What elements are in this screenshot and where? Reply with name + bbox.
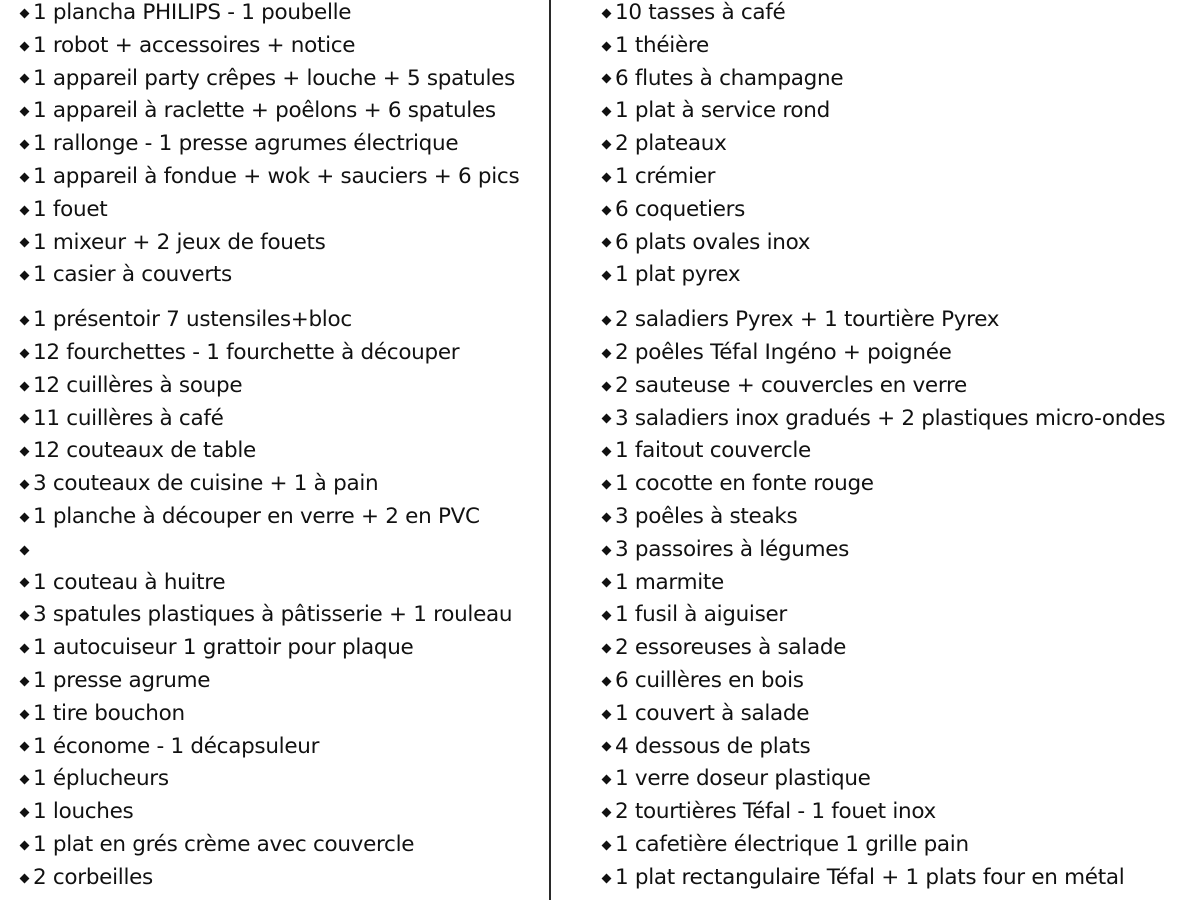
- list-item: [20, 698, 545, 731]
- list-item: [602, 763, 1200, 796]
- list-item: [602, 829, 1200, 862]
- item-label: 1 appareil party crêpes + louche + 5 spatules: [33, 65, 515, 91]
- list-item: [20, 161, 545, 194]
- item-label: 1 fusil à aiguiser: [615, 602, 787, 628]
- list-item: [602, 862, 1200, 895]
- diamond-bullet-icon: [20, 447, 30, 457]
- item-label: 3 spatules plastiques à pâtisserie + 1 rouleau: [33, 602, 513, 628]
- diamond-bullet-icon: [602, 775, 612, 785]
- list-item: [602, 731, 1200, 764]
- list-item: [602, 370, 1200, 403]
- item-label: 6 coquetiers: [615, 196, 746, 222]
- item-label: 2 poêles Téfal Ingéno + poignée: [615, 339, 952, 365]
- diamond-bullet-icon: [602, 205, 612, 215]
- list-item-empty: [20, 534, 545, 567]
- diamond-bullet-icon: [20, 238, 30, 248]
- list-item: [602, 796, 1200, 829]
- item-label: 3 couteaux de cuisine + 1 à pain: [33, 471, 379, 497]
- item-label: 1 faitout couvercle: [615, 438, 811, 464]
- diamond-bullet-icon: [20, 74, 30, 84]
- diamond-bullet-icon: [20, 271, 30, 281]
- item-label: 1 cafetière électrique 1 grille pain: [615, 831, 969, 857]
- item-label: 1 tire bouchon: [33, 700, 185, 726]
- list-item: [20, 468, 545, 501]
- diamond-bullet-icon: [602, 808, 612, 818]
- item-label: 1 couvert à salade: [615, 700, 810, 726]
- diamond-bullet-icon: [20, 8, 30, 18]
- item-label: 1 couteau à huitre: [33, 569, 226, 595]
- list-item: [20, 435, 545, 468]
- item-label: 6 flutes à champagne: [615, 65, 844, 91]
- list-item: [602, 304, 1200, 337]
- diamond-bullet-icon: [602, 107, 612, 117]
- diamond-bullet-icon: [602, 578, 612, 588]
- list-item: [602, 259, 1200, 292]
- list-item: [20, 862, 545, 895]
- list-item: [602, 435, 1200, 468]
- diamond-bullet-icon: [602, 644, 612, 654]
- list-item: [602, 665, 1200, 698]
- list-item: [20, 403, 545, 436]
- item-label: 6 cuillères en bois: [615, 667, 804, 693]
- diamond-bullet-icon: [20, 775, 30, 785]
- list-item: [20, 599, 545, 632]
- diamond-bullet-icon: [20, 709, 30, 719]
- column-divider: [549, 0, 551, 900]
- diamond-bullet-icon: [20, 107, 30, 117]
- diamond-bullet-icon: [602, 140, 612, 150]
- diamond-bullet-icon: [20, 480, 30, 490]
- diamond-bullet-icon: [20, 316, 30, 326]
- list-item: [602, 0, 1200, 30]
- diamond-bullet-icon: [602, 8, 612, 18]
- item-label: 1 plat à service rond: [615, 98, 830, 124]
- diamond-bullet-icon: [20, 140, 30, 150]
- diamond-bullet-icon: [602, 74, 612, 84]
- item-label: 2 sauteuse + couvercles en verre: [615, 372, 967, 398]
- item-label: 1 théière: [615, 32, 709, 58]
- list-item: [20, 304, 545, 337]
- item-label: 1 marmite: [615, 569, 724, 595]
- item-label: 1 plat pyrex: [615, 262, 741, 288]
- diamond-bullet-icon: [602, 172, 612, 182]
- list-item: [602, 95, 1200, 128]
- diamond-bullet-icon: [602, 545, 612, 555]
- diamond-bullet-icon: [20, 873, 30, 883]
- diamond-bullet-icon: [602, 348, 612, 358]
- list-item: [602, 567, 1200, 600]
- list-item: [602, 599, 1200, 632]
- item-label: 3 poêles à steaks: [615, 503, 798, 529]
- diamond-bullet-icon: [602, 271, 612, 281]
- item-label: 12 cuillères à soupe: [33, 372, 243, 398]
- list-item: [20, 30, 545, 63]
- diamond-bullet-icon: [20, 41, 30, 51]
- item-label: 1 plancha PHILIPS - 1 poubelle: [33, 0, 352, 25]
- diamond-bullet-icon: [20, 742, 30, 752]
- item-label: 1 plat en grés crème avec couvercle: [33, 831, 415, 857]
- diamond-bullet-icon: [602, 512, 612, 522]
- left-column-list: [20, 0, 545, 895]
- item-label: 3 saladiers inox gradués + 2 plastiques micro-ondes: [615, 405, 1166, 431]
- list-item: [602, 501, 1200, 534]
- item-label: 12 couteaux de table: [33, 438, 256, 464]
- list-item: [20, 95, 545, 128]
- list-item: [602, 632, 1200, 665]
- item-label: 1 appareil à fondue + wok + sauciers + 6 pics: [33, 163, 520, 189]
- diamond-bullet-icon: [20, 414, 30, 424]
- diamond-bullet-icon: [602, 41, 612, 51]
- diamond-bullet-icon: [20, 644, 30, 654]
- item-label: 1 appareil à raclette + poêlons + 6 spatules: [33, 98, 496, 124]
- item-label: 2 plateaux: [615, 131, 727, 157]
- item-label: 1 cocotte en fonte rouge: [615, 471, 874, 497]
- item-label: 12 fourchettes - 1 fourchette à découper: [33, 339, 460, 365]
- list-item: [20, 0, 545, 30]
- item-label: 1 planche à découper en verre + 2 en PVC: [33, 503, 480, 529]
- list-item: [20, 763, 545, 796]
- item-label: 3 passoires à légumes: [615, 536, 850, 562]
- diamond-bullet-icon: [20, 676, 30, 686]
- item-label: 1 économe - 1 décapsuleur: [33, 733, 320, 759]
- item-label: 2 corbeilles: [33, 864, 153, 890]
- list-item: [20, 567, 545, 600]
- list-item: [602, 468, 1200, 501]
- item-label: 2 tourtières Téfal - 1 fouet inox: [615, 799, 936, 825]
- item-label: 1 louches: [33, 799, 134, 825]
- diamond-bullet-icon: [602, 611, 612, 621]
- list-item: [20, 796, 545, 829]
- item-label: 1 autocuiseur 1 grattoir pour plaque: [33, 635, 414, 661]
- item-label: 1 robot + accessoires + notice: [33, 32, 356, 58]
- diamond-bullet-icon: [20, 808, 30, 818]
- list-item: [20, 194, 545, 227]
- list-item: [602, 403, 1200, 436]
- list-item: [20, 337, 545, 370]
- right-column-list: [602, 0, 1200, 895]
- list-item: [20, 731, 545, 764]
- item-label: 1 presse agrume: [33, 667, 211, 693]
- item-label: 1 présentoir 7 ustensiles+bloc: [33, 307, 352, 333]
- diamond-bullet-icon: [20, 611, 30, 621]
- item-label: 4 dessous de plats: [615, 733, 811, 759]
- diamond-bullet-icon: [20, 840, 30, 850]
- diamond-bullet-icon: [602, 840, 612, 850]
- list-item: [20, 829, 545, 862]
- list-item: [602, 698, 1200, 731]
- list-item: [20, 632, 545, 665]
- item-label: 1 casier à couverts: [33, 262, 232, 288]
- item-label: 6 plats ovales inox: [615, 229, 811, 255]
- list-item: [20, 128, 545, 161]
- list-item: [20, 259, 545, 292]
- diamond-bullet-icon: [602, 873, 612, 883]
- item-label: 1 éplucheurs: [33, 766, 169, 792]
- list-item: [602, 128, 1200, 161]
- diamond-bullet-icon: [20, 545, 30, 555]
- item-label: 1 mixeur + 2 jeux de fouets: [33, 229, 326, 255]
- list-item: [20, 227, 545, 260]
- list-item: [602, 227, 1200, 260]
- item-label: 11 cuillères à café: [33, 405, 224, 431]
- list-item: [602, 194, 1200, 227]
- list-item: [20, 665, 545, 698]
- list-item: [602, 337, 1200, 370]
- diamond-bullet-icon: [20, 578, 30, 588]
- diamond-bullet-icon: [602, 709, 612, 719]
- item-label: 1 plat rectangulaire Téfal + 1 plats four en métal: [615, 864, 1125, 890]
- diamond-bullet-icon: [20, 205, 30, 215]
- list-item: [602, 63, 1200, 96]
- diamond-bullet-icon: [602, 742, 612, 752]
- list-item: [602, 161, 1200, 194]
- diamond-bullet-icon: [602, 480, 612, 490]
- diamond-bullet-icon: [602, 238, 612, 248]
- list-item: [20, 501, 545, 534]
- item-label: 2 saladiers Pyrex + 1 tourtière Pyrex: [615, 307, 1000, 333]
- diamond-bullet-icon: [602, 414, 612, 424]
- list-item: [602, 534, 1200, 567]
- diamond-bullet-icon: [20, 381, 30, 391]
- list-item: [20, 370, 545, 403]
- item-label: 10 tasses à café: [615, 0, 786, 25]
- diamond-bullet-icon: [602, 676, 612, 686]
- diamond-bullet-icon: [602, 381, 612, 391]
- diamond-bullet-icon: [20, 172, 30, 182]
- item-label: 2 essoreuses à salade: [615, 635, 847, 661]
- item-label: 1 verre doseur plastique: [615, 766, 871, 792]
- diamond-bullet-icon: [20, 512, 30, 522]
- item-label: 1 fouet: [33, 196, 108, 222]
- item-label: 1 crémier: [615, 163, 716, 189]
- list-item: [602, 30, 1200, 63]
- list-item: [20, 63, 545, 96]
- diamond-bullet-icon: [20, 348, 30, 358]
- item-label: 1 rallonge - 1 presse agrumes électrique: [33, 131, 459, 157]
- diamond-bullet-icon: [602, 447, 612, 457]
- diamond-bullet-icon: [602, 316, 612, 326]
